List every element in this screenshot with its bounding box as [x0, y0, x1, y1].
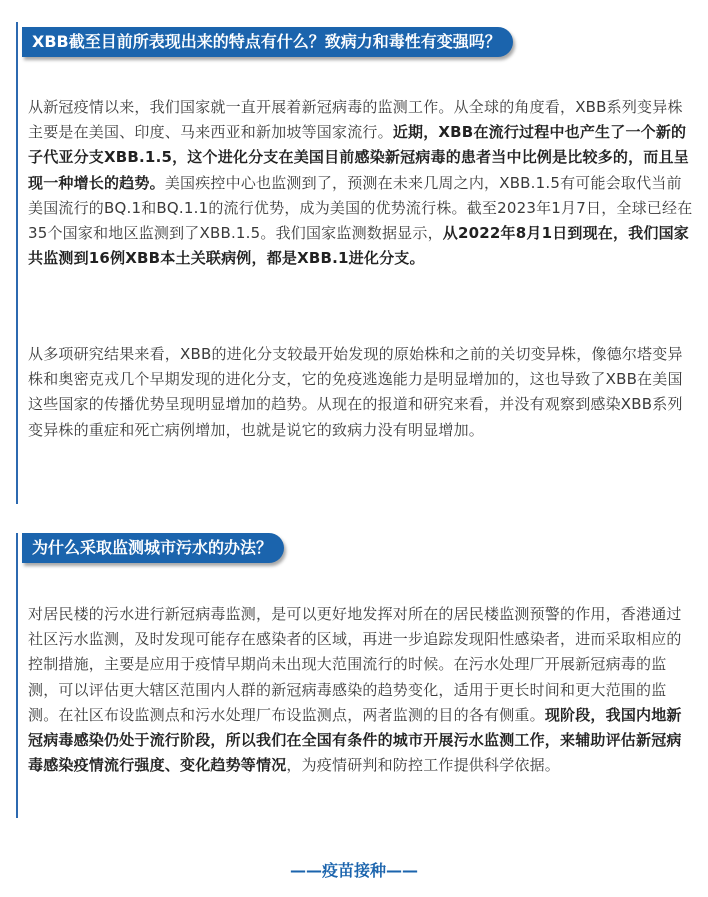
section1-p1-text-2: 美国疾控中心也监测到了，预测在未来几周之内，XBB.1.5有可能会取代当前美国流行的BQ.1和BQ.1.1的流行优势，成为美国的优势流行株。截至2023年1月7日，全球已经在35个国家和地区监测到了XBB.1.5。我们国家监测数据显示， — [28, 173, 693, 243]
section2-p1-text-1: 对居民楼的污水进行新冠病毒监测，是可以更好地发挥对所在的居民楼监测预警的作用，香港通过社区污水监测，及时发现可能存在感染者的区域，再进一步追踪发现阳性感染者，进而采取相应的控制措施，主要是应用于疫情早期尚未出现大范围流行的时候。在污水处理厂开展新冠病毒的监测，可以评估更大辖区范围内人群的新冠病毒感染的趋势变化，适用于更长时间和更大范围的监测。在社区布设监测点和污水处理厂布设监测点，两者监测的目的各有侧重。 — [28, 605, 682, 724]
section1-accent-line — [16, 22, 18, 504]
section2-paragraph-1 — [28, 602, 694, 778]
section1-paragraph-2: 从多项研究结果来看，XBB的进化分支较最开始发现的原始株和之前的关切变异株，像德尔塔变异株和奥密克戎几个早期发现的进化分支，它的免疫逃逸能力是明显增加的，这也导致了XBB在美国这些国家的传播优势呈现明显增加的趋势。从现在的报道和研究来看，并没有观察到感染XBB系列变异株的重症和死亡病例增加，也就是说它的致病力没有明显增加。 — [28, 345, 683, 439]
section2-p1-text-2: ，为疫情研判和防控工作提供科学依据。 — [286, 756, 561, 775]
vaccination-section-title: ——疫苗接种—— — [289, 861, 418, 880]
section2-accent-line — [16, 533, 18, 818]
section1-p1-bold-2: 从2022年8月1日到现在，我们国家共监测到16例XBB本土关联病例，都是XBB.1进化分支。 — [28, 224, 690, 268]
section2-p1-bold-1: 现阶段，我国内地新冠病毒感染仍处于流行阶段，所以我们在全国有条件的城市开展污水监测工作，来辅助评估新冠病毒感染疫情流行强度、变化趋势等情况 — [28, 705, 682, 775]
section2-heading: 为什么采取监测城市污水的办法？ — [22, 533, 284, 563]
section1-p1-text-1: 从新冠疫情以来，我们国家就一直开展着新冠病毒的监测工作。从全球的角度看，XBB系列变异株主要是在美国、印度、马来西亚和新加坡等国家流行。 — [28, 98, 683, 142]
section1-paragraph-1 — [28, 95, 694, 271]
section1-heading: XBB截至目前所表现出来的特点有什么？致病力和毒性有变强吗？ — [22, 27, 513, 57]
section1-p1-bold-1: 近期，XBB在流行过程中也产生了一个新的子代亚分支XBB.1.5，这个进化分支在美国目前感染新冠病毒的患者当中比例是比较多的，而且呈现一种增长的趋势。 — [28, 123, 689, 192]
